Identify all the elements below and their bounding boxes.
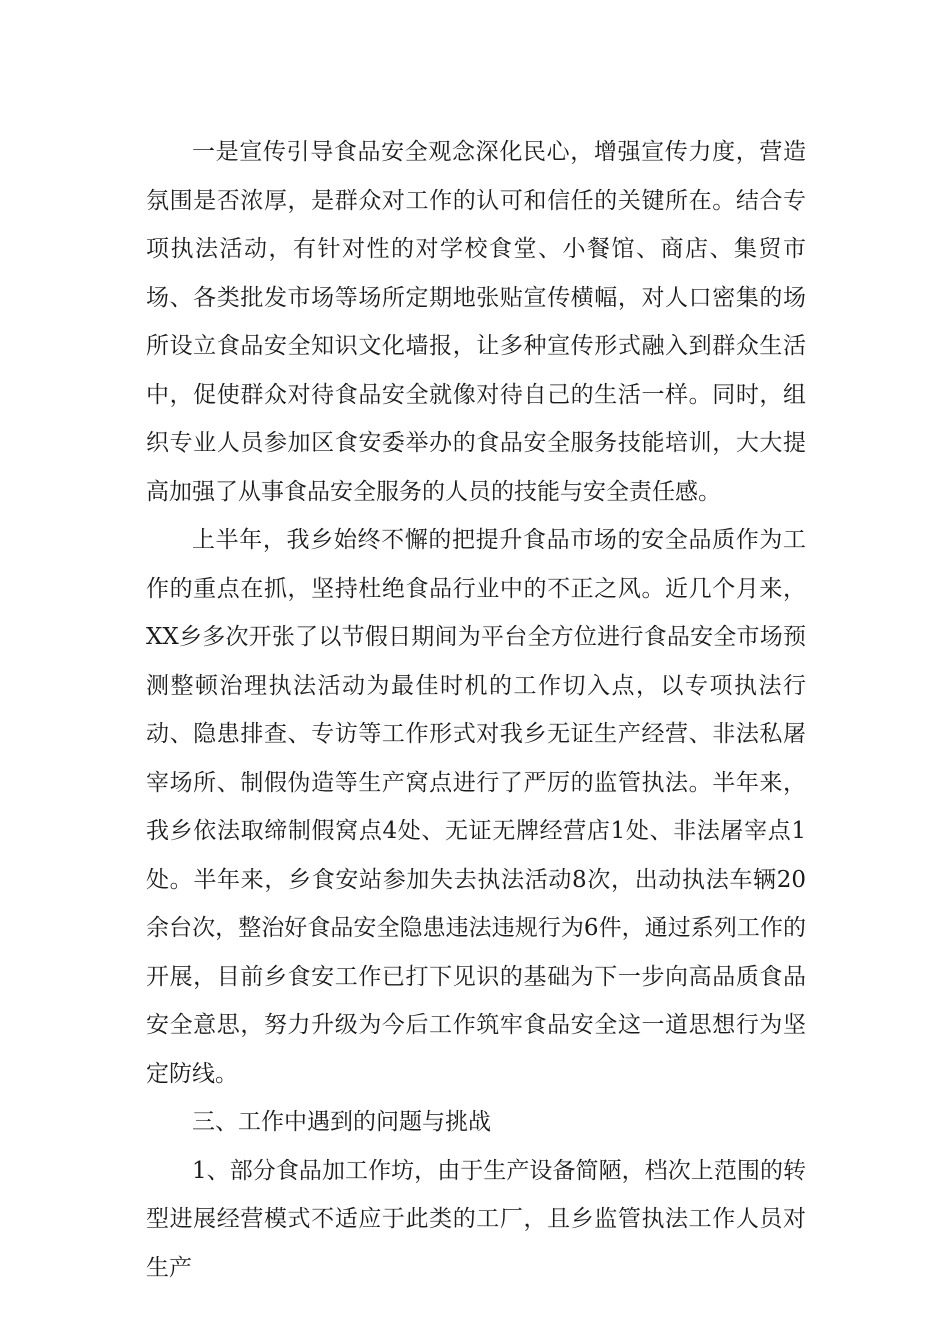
paragraph-first-half-year: 上半年，我乡始终不懈的把提升食品市场的安全品质作为工作的重点在抓，坚持杜绝食品行业中的不正之风。近几个月来，XX乡多次开张了以节假日期间为平台全方位进行食品安全市场预测整顿治理执法活动为最佳时机的工作切入点，以专项执法行动、隐患排查、专访等工作形式对我乡无证生产经营、非法私屠宰场所、制假伪造等生产窝点进行了严厉的监管执法。半年来，我乡依法取缔制假窝点4处、无证无牌经营店1处、非法屠宰点1处。半年来，乡食安站参加失去执法活动8次，出动执法车辆20余台次，整治好食品安全隐患违法违规行为6件，通过系列工作的开展，目前乡食安工作已打下见识的基础为下一步向高品质食品安全意思，努力升级为今后工作筑牢食品安全这一道思想行为坚定防线。 (146, 527, 806, 1087)
paragraph-publicity: 一是宣传引导食品安全观念深化民心，增强宣传力度，营造氛围是否浓厚，是群众对工作的认可和信任的关键所在。结合专项执法活动，有针对性的对学校食堂、小餐馆、商店、集贸市场、各类批发市场等场所定期地张贴宣传横幅，对人口密集的场所设立食品安全知识文化墙报，让多种宣传形式融入到群众生活中，促使群众对待食品安全就像对待自己的生活一样。同时，组织专业人员参加区食安委举办的食品安全服务技能培训，大大提高加强了从事食品安全服务的人员的技能与安全责任感。 (146, 139, 806, 505)
section-heading-problems: 三、工作中遇到的问题与挑战 (192, 1109, 491, 1135)
document-body (146, 128, 806, 1292)
paragraph-problem-1: 1、部分食品加工作坊，由于生产设备简陋，档次上范围的转型进展经营模式不适应于此类的工厂，且乡监管执法工作人员对生产 (146, 1157, 806, 1281)
